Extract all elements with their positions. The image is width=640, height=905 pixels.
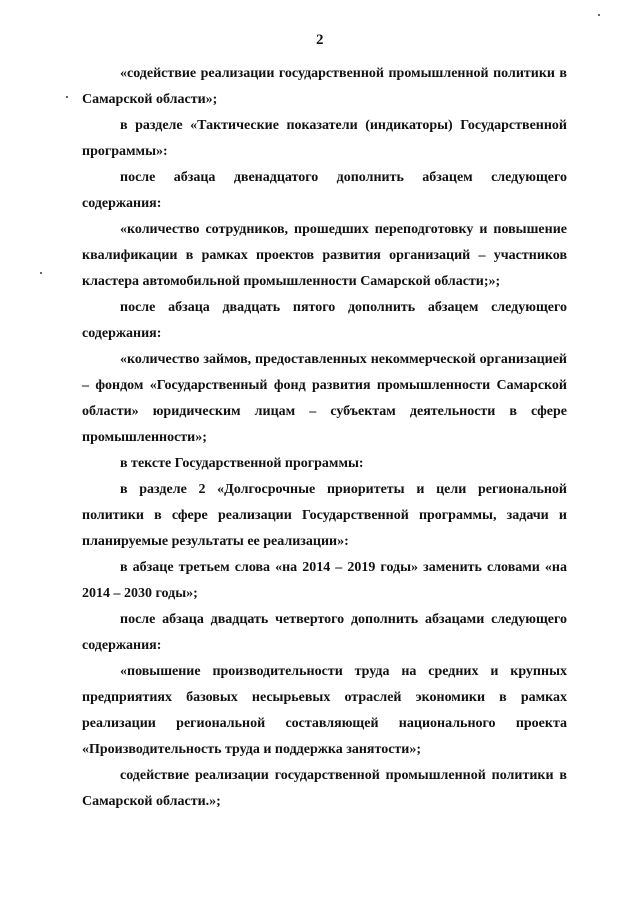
paragraph: в абзаце третьем слова «на 2014 – 2019 годы» заменить словами «на 2014 – 2030 годы»;	[82, 560, 567, 601]
paragraph: «количество займов, предоставленных некоммерческой организацией – фондом «Государственный фонд развития промышленности Самарской области» юридическим лицам – субъектам деятельности в сфере промышленности»;	[82, 352, 567, 445]
paragraph: после абзаца двадцать пятого дополнить абзацем следующего содержания:	[82, 300, 567, 341]
paragraph: «повышение производительности труда на средних и крупных предприятиях базовых несырьевых отраслей экономики в рамках реализации региональной составляющей национального проекта «Производительность труда и поддержка занятости»;	[82, 664, 567, 757]
scan-speck	[598, 14, 600, 16]
paragraph: после абзаца двенадцатого дополнить абзацем следующего содержания:	[82, 170, 567, 211]
paragraph: «содействие реализации государственной промышленной политики в Самарской области»;	[82, 66, 567, 107]
paragraph: после абзаца двадцать четвертого дополнить абзацами следующего содержания:	[82, 612, 567, 653]
paragraph: «количество сотрудников, прошедших переподготовку и повышение квалификации в рамках проектов развития организаций – участников кластера автомобильной промышленности Самарской области;»;	[82, 222, 567, 289]
paragraph: в тексте Государственной программы:	[120, 456, 364, 471]
paragraph: содействие реализации государственной промышленной политики в Самарской области.»;	[82, 768, 567, 809]
scan-speck	[40, 272, 42, 274]
paragraph: в разделе «Тактические показатели (индикаторы) Государственной программы»:	[82, 118, 567, 159]
paragraph: в разделе 2 «Долгосрочные приоритеты и цели региональной политики в сфере реализации Государственной программы, задачи и планируемые результаты ее реализации»:	[82, 482, 567, 549]
scan-speck	[66, 96, 68, 98]
document-body	[82, 61, 567, 815]
page-number: 2	[316, 32, 324, 48]
